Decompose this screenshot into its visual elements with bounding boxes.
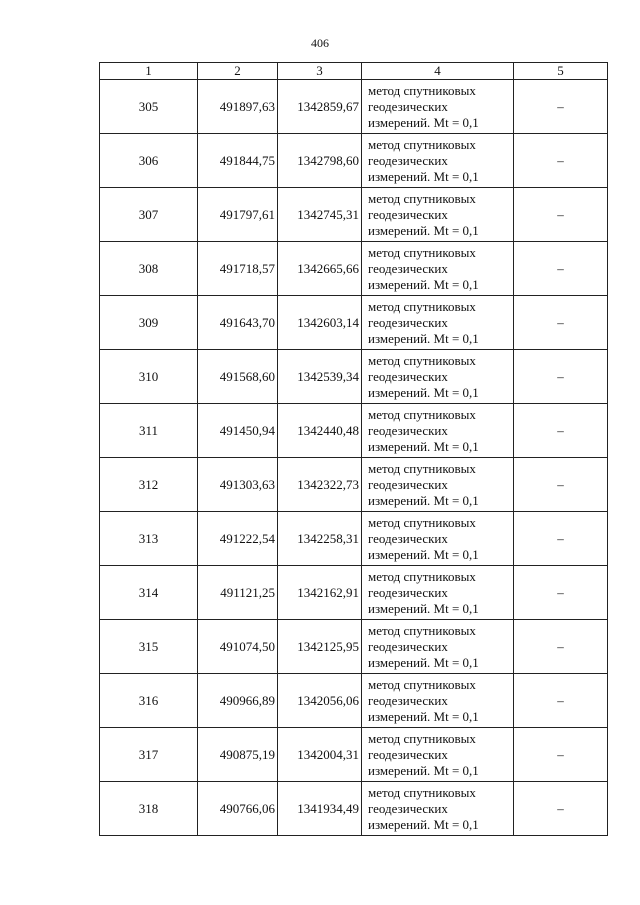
method-cell [362, 458, 514, 512]
method-text-line: метод спутниковых [368, 568, 476, 584]
x-coordinate-cell: 491844,75 [198, 134, 278, 188]
method-cell [362, 512, 514, 566]
note-cell: – [514, 134, 608, 188]
table-row [100, 728, 608, 782]
method-cell [362, 296, 514, 350]
method-text-line: геодезических [368, 530, 448, 546]
method-text-line: геодезических [368, 368, 448, 384]
method-text-line: измерений. Mt = 0,1 [368, 654, 479, 670]
table-row [100, 458, 608, 512]
table-row [100, 350, 608, 404]
method-text-line: метод спутниковых [368, 298, 476, 314]
method-text-line: метод спутниковых [368, 784, 476, 800]
table-body [100, 80, 608, 836]
method-text-line: измерений. Mt = 0,1 [368, 438, 479, 454]
method-text-line: метод спутниковых [368, 676, 476, 692]
method-text-line: геодезических [368, 746, 448, 762]
point-number-cell: 307 [100, 188, 198, 242]
x-coordinate-cell: 491450,94 [198, 404, 278, 458]
table-row [100, 404, 608, 458]
y-coordinate-cell: 1342125,95 [278, 620, 362, 674]
y-coordinate-cell: 1342745,31 [278, 188, 362, 242]
method-text-line: геодезических [368, 638, 448, 654]
method-text-line: метод спутниковых [368, 406, 476, 422]
method-text-line: геодезических [368, 476, 448, 492]
note-cell: – [514, 620, 608, 674]
method-cell [362, 188, 514, 242]
y-coordinate-cell: 1342859,67 [278, 80, 362, 134]
y-coordinate-cell: 1342322,73 [278, 458, 362, 512]
x-coordinate-cell: 491643,70 [198, 296, 278, 350]
y-coordinate-cell: 1342665,66 [278, 242, 362, 296]
table-row [100, 134, 608, 188]
method-text-line: метод спутниковых [368, 730, 476, 746]
x-coordinate-cell: 491718,57 [198, 242, 278, 296]
method-text-line: метод спутниковых [368, 190, 476, 206]
method-text-line: измерений. Mt = 0,1 [368, 816, 479, 832]
x-coordinate-cell: 491074,50 [198, 620, 278, 674]
method-text-line: геодезических [368, 692, 448, 708]
page-number: 406 [311, 36, 329, 50]
y-coordinate-cell: 1341934,49 [278, 782, 362, 836]
x-coordinate-cell: 491897,63 [198, 80, 278, 134]
point-number-cell: 317 [100, 728, 198, 782]
x-coordinate-cell: 490966,89 [198, 674, 278, 728]
method-cell [362, 782, 514, 836]
point-number-cell: 311 [100, 404, 198, 458]
method-cell [362, 80, 514, 134]
y-coordinate-cell: 1342440,48 [278, 404, 362, 458]
table-row [100, 674, 608, 728]
method-text-line: измерений. Mt = 0,1 [368, 330, 479, 346]
header-cell-1: 1 [100, 63, 198, 80]
point-number-cell: 313 [100, 512, 198, 566]
header-cell-4: 4 [362, 63, 514, 80]
header-cell-2: 2 [198, 63, 278, 80]
method-text-line: геодезических [368, 584, 448, 600]
method-cell [362, 674, 514, 728]
note-cell: – [514, 80, 608, 134]
method-cell [362, 404, 514, 458]
table-row [100, 296, 608, 350]
point-number-cell: 310 [100, 350, 198, 404]
method-text-line: геодезических [368, 314, 448, 330]
table-row [100, 242, 608, 296]
method-text-line: метод спутниковых [368, 352, 476, 368]
method-cell [362, 566, 514, 620]
point-number-cell: 318 [100, 782, 198, 836]
coordinates-table [99, 62, 608, 836]
table-row [100, 566, 608, 620]
method-text-line: метод спутниковых [368, 244, 476, 260]
method-text-line: метод спутниковых [368, 622, 476, 638]
note-cell: – [514, 404, 608, 458]
y-coordinate-cell: 1342603,14 [278, 296, 362, 350]
note-cell: – [514, 242, 608, 296]
table-header-row [100, 63, 608, 80]
x-coordinate-cell: 491568,60 [198, 350, 278, 404]
x-coordinate-cell: 491222,54 [198, 512, 278, 566]
method-text-line: метод спутниковых [368, 82, 476, 98]
x-coordinate-cell: 491121,25 [198, 566, 278, 620]
method-text-line: геодезических [368, 800, 448, 816]
table-row [100, 188, 608, 242]
method-text-line: измерений. Mt = 0,1 [368, 546, 479, 562]
method-cell [362, 134, 514, 188]
y-coordinate-cell: 1342539,34 [278, 350, 362, 404]
y-coordinate-cell: 1342004,31 [278, 728, 362, 782]
note-cell: – [514, 350, 608, 404]
method-text-line: измерений. Mt = 0,1 [368, 492, 479, 508]
method-text-line: измерений. Mt = 0,1 [368, 222, 479, 238]
method-text-line: измерений. Mt = 0,1 [368, 708, 479, 724]
method-text-line: измерений. Mt = 0,1 [368, 276, 479, 292]
method-text-line: измерений. Mt = 0,1 [368, 600, 479, 616]
table-row [100, 80, 608, 134]
x-coordinate-cell: 490875,19 [198, 728, 278, 782]
header-cell-3: 3 [278, 63, 362, 80]
note-cell: – [514, 674, 608, 728]
point-number-cell: 308 [100, 242, 198, 296]
note-cell: – [514, 296, 608, 350]
method-text-line: геодезических [368, 422, 448, 438]
method-text-line: геодезических [368, 206, 448, 222]
y-coordinate-cell: 1342258,31 [278, 512, 362, 566]
note-cell: – [514, 188, 608, 242]
method-cell [362, 728, 514, 782]
note-cell: – [514, 728, 608, 782]
method-text-line: измерений. Mt = 0,1 [368, 114, 479, 130]
method-text-line: метод спутниковых [368, 136, 476, 152]
point-number-cell: 305 [100, 80, 198, 134]
method-text-line: измерений. Mt = 0,1 [368, 384, 479, 400]
point-number-cell: 315 [100, 620, 198, 674]
point-number-cell: 306 [100, 134, 198, 188]
x-coordinate-cell: 491797,61 [198, 188, 278, 242]
method-cell [362, 620, 514, 674]
table-row [100, 620, 608, 674]
note-cell: – [514, 566, 608, 620]
method-text-line: измерений. Mt = 0,1 [368, 168, 479, 184]
point-number-cell: 309 [100, 296, 198, 350]
table-row [100, 782, 608, 836]
method-text-line: геодезических [368, 152, 448, 168]
method-text-line: измерений. Mt = 0,1 [368, 762, 479, 778]
note-cell: – [514, 782, 608, 836]
method-text-line: геодезических [368, 260, 448, 276]
y-coordinate-cell: 1342162,91 [278, 566, 362, 620]
x-coordinate-cell: 491303,63 [198, 458, 278, 512]
method-cell [362, 242, 514, 296]
note-cell: – [514, 458, 608, 512]
method-cell [362, 350, 514, 404]
method-text-line: метод спутниковых [368, 460, 476, 476]
x-coordinate-cell: 490766,06 [198, 782, 278, 836]
method-text-line: геодезических [368, 98, 448, 114]
point-number-cell: 314 [100, 566, 198, 620]
header-cell-5: 5 [514, 63, 608, 80]
y-coordinate-cell: 1342056,06 [278, 674, 362, 728]
table-row [100, 512, 608, 566]
method-text-line: метод спутниковых [368, 514, 476, 530]
point-number-cell: 316 [100, 674, 198, 728]
point-number-cell: 312 [100, 458, 198, 512]
y-coordinate-cell: 1342798,60 [278, 134, 362, 188]
note-cell: – [514, 512, 608, 566]
